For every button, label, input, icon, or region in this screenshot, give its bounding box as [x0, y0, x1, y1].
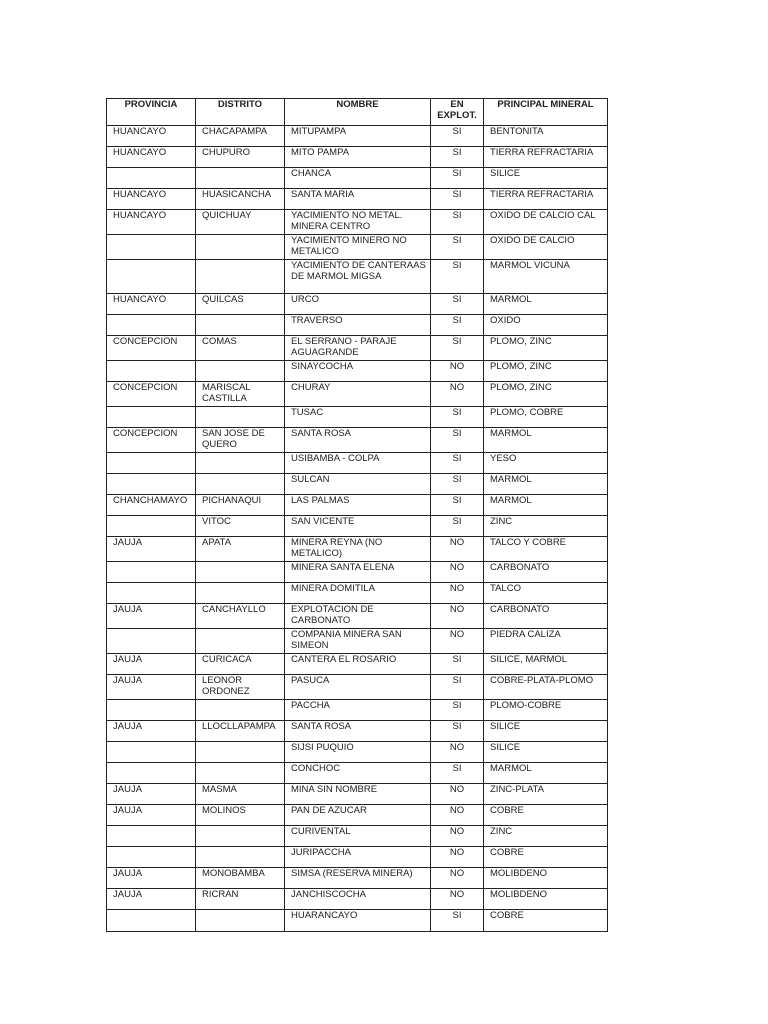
header-principal-mineral: PRINCIPAL MINERAL: [484, 99, 608, 126]
cell-principal-mineral: PLOMO, ZINC: [484, 361, 608, 382]
cell-distrito: [196, 260, 285, 294]
cell-provincia: HUANCAYO: [107, 126, 196, 147]
cell-principal-mineral: COBRE: [484, 805, 608, 826]
cell-nombre: JANCHISCOCHA: [285, 889, 431, 910]
cell-principal-mineral: OXIDO DE CALCIO: [484, 235, 608, 260]
cell-en-explot: SI: [431, 147, 484, 168]
cell-en-explot: SI: [431, 235, 484, 260]
cell-distrito: [196, 235, 285, 260]
cell-distrito: VITOC: [196, 516, 285, 537]
cell-distrito: [196, 826, 285, 847]
cell-provincia: [107, 407, 196, 428]
cell-principal-mineral: SILICE, MARMOL: [484, 654, 608, 675]
table-row: [107, 629, 608, 654]
cell-distrito: PICHANAQUI: [196, 495, 285, 516]
cell-provincia: [107, 826, 196, 847]
cell-distrito: APATA: [196, 537, 285, 562]
cell-principal-mineral: MOLIBDENO: [484, 889, 608, 910]
cell-en-explot: SI: [431, 654, 484, 675]
cell-nombre: MINERA SANTA ELENA: [285, 562, 431, 583]
cell-principal-mineral: TIERRA REFRACTARIA: [484, 147, 608, 168]
cell-principal-mineral: TIERRA REFRACTARIA: [484, 189, 608, 210]
cell-en-explot: SI: [431, 210, 484, 235]
cell-en-explot: SI: [431, 453, 484, 474]
cell-principal-mineral: TALCO Y COBRE: [484, 537, 608, 562]
cell-distrito: LEONOR ORDONEZ: [196, 675, 285, 700]
cell-en-explot: SI: [431, 516, 484, 537]
cell-principal-mineral: SILICE: [484, 168, 608, 189]
cell-provincia: JAUJA: [107, 868, 196, 889]
cell-provincia: HUANCAYO: [107, 147, 196, 168]
cell-provincia: JAUJA: [107, 675, 196, 700]
cell-principal-mineral: PLOMO, COBRE: [484, 407, 608, 428]
cell-distrito: CANCHAYLLO: [196, 604, 285, 629]
cell-principal-mineral: SILICE: [484, 721, 608, 742]
table-row: [107, 189, 608, 210]
table-row: [107, 675, 608, 700]
table-row: [107, 147, 608, 168]
cell-provincia: JAUJA: [107, 889, 196, 910]
cell-principal-mineral: OXIDO DE CALCIO CAL: [484, 210, 608, 235]
cell-distrito: MOLINOS: [196, 805, 285, 826]
cell-nombre: TRAVERSO: [285, 315, 431, 336]
cell-nombre: CHURAY: [285, 382, 431, 407]
cell-provincia: [107, 168, 196, 189]
table-row: [107, 210, 608, 235]
cell-en-explot: NO: [431, 742, 484, 763]
cell-provincia: [107, 361, 196, 382]
table-row: [107, 604, 608, 629]
table-row: [107, 260, 608, 294]
cell-en-explot: NO: [431, 847, 484, 868]
table-row: [107, 235, 608, 260]
cell-nombre: CONCHOC: [285, 763, 431, 784]
cell-distrito: [196, 763, 285, 784]
cell-provincia: CONCEPCION: [107, 382, 196, 407]
cell-principal-mineral: MARMOL: [484, 763, 608, 784]
cell-distrito: CHACAPAMPA: [196, 126, 285, 147]
cell-principal-mineral: SILICE: [484, 742, 608, 763]
cell-principal-mineral: MOLIBDENO: [484, 868, 608, 889]
cell-nombre: YACIMIENTO NO METAL. MINERA CENTRO: [285, 210, 431, 235]
cell-en-explot: NO: [431, 889, 484, 910]
cell-en-explot: SI: [431, 336, 484, 361]
cell-distrito: MARISCAL CASTILLA: [196, 382, 285, 407]
table-row: [107, 583, 608, 604]
cell-nombre: URCO: [285, 294, 431, 315]
cell-nombre: EXPLOTACION DE CARBONATO: [285, 604, 431, 629]
table-row: [107, 763, 608, 784]
cell-principal-mineral: MARMOL: [484, 294, 608, 315]
cell-distrito: [196, 583, 285, 604]
cell-provincia: [107, 847, 196, 868]
table-body: [107, 126, 608, 932]
cell-provincia: [107, 910, 196, 932]
cell-provincia: HUANCAYO: [107, 189, 196, 210]
table-row: [107, 168, 608, 189]
table-row: [107, 315, 608, 336]
cell-nombre: MITUPAMPA: [285, 126, 431, 147]
cell-distrito: [196, 361, 285, 382]
cell-en-explot: NO: [431, 604, 484, 629]
table-row: [107, 847, 608, 868]
cell-nombre: SIMSA (RESERVA MINERA): [285, 868, 431, 889]
table-row: [107, 407, 608, 428]
cell-principal-mineral: PLOMO, ZINC: [484, 336, 608, 361]
cell-distrito: [196, 700, 285, 721]
cell-distrito: QUILCAS: [196, 294, 285, 315]
cell-provincia: JAUJA: [107, 721, 196, 742]
cell-provincia: CHANCHAMAYO: [107, 495, 196, 516]
cell-en-explot: SI: [431, 126, 484, 147]
cell-distrito: [196, 847, 285, 868]
cell-principal-mineral: PIEDRA CALIZA: [484, 629, 608, 654]
table-row: [107, 805, 608, 826]
cell-nombre: MINA SIN NOMBRE: [285, 784, 431, 805]
cell-principal-mineral: CARBONATO: [484, 562, 608, 583]
cell-provincia: [107, 700, 196, 721]
cell-en-explot: NO: [431, 826, 484, 847]
cell-nombre: MINERA DOMITILA: [285, 583, 431, 604]
cell-provincia: [107, 742, 196, 763]
cell-en-explot: SI: [431, 260, 484, 294]
cell-provincia: CONCEPCION: [107, 428, 196, 453]
cell-nombre: EL SERRANO - PARAJE AGUAGRANDE: [285, 336, 431, 361]
cell-distrito: HUASICANCHA: [196, 189, 285, 210]
cell-principal-mineral: YESO: [484, 453, 608, 474]
cell-nombre: COMPANIA MINERA SAN SIMEON: [285, 629, 431, 654]
cell-distrito: [196, 629, 285, 654]
cell-en-explot: NO: [431, 537, 484, 562]
cell-provincia: [107, 629, 196, 654]
cell-distrito: QUICHUAY: [196, 210, 285, 235]
cell-provincia: JAUJA: [107, 784, 196, 805]
cell-distrito: CHUPURO: [196, 147, 285, 168]
cell-nombre: SANTA MARIA: [285, 189, 431, 210]
cell-en-explot: NO: [431, 805, 484, 826]
cell-en-explot: SI: [431, 168, 484, 189]
cell-distrito: [196, 910, 285, 932]
cell-provincia: JAUJA: [107, 537, 196, 562]
cell-nombre: PACCHA: [285, 700, 431, 721]
cell-distrito: MONOBAMBA: [196, 868, 285, 889]
cell-nombre: SANTA ROSA: [285, 428, 431, 453]
cell-principal-mineral: BENTONITA: [484, 126, 608, 147]
table-row: [107, 742, 608, 763]
cell-principal-mineral: MARMOL VICUNA: [484, 260, 608, 294]
cell-en-explot: SI: [431, 910, 484, 932]
cell-provincia: HUANCAYO: [107, 294, 196, 315]
cell-en-explot: SI: [431, 495, 484, 516]
cell-en-explot: SI: [431, 428, 484, 453]
cell-en-explot: NO: [431, 583, 484, 604]
cell-nombre: CHANCA: [285, 168, 431, 189]
cell-en-explot: SI: [431, 763, 484, 784]
cell-en-explot: NO: [431, 868, 484, 889]
cell-en-explot: NO: [431, 562, 484, 583]
cell-provincia: [107, 583, 196, 604]
table-row: [107, 537, 608, 562]
cell-en-explot: NO: [431, 784, 484, 805]
cell-nombre: CANTERA EL ROSARIO: [285, 654, 431, 675]
cell-nombre: SULCAN: [285, 474, 431, 495]
cell-principal-mineral: ZINC-PLATA: [484, 784, 608, 805]
cell-distrito: [196, 315, 285, 336]
cell-nombre: SAN VICENTE: [285, 516, 431, 537]
table-row: [107, 868, 608, 889]
cell-provincia: [107, 235, 196, 260]
header-nombre: NOMBRE: [285, 99, 431, 126]
cell-nombre: USIBAMBA - COLPA: [285, 453, 431, 474]
cell-principal-mineral: MARMOL: [484, 495, 608, 516]
cell-nombre: YACIMIENTO MINERO NO METALICO: [285, 235, 431, 260]
cell-provincia: JAUJA: [107, 654, 196, 675]
header-provincia: PROVINCIA: [107, 99, 196, 126]
cell-provincia: CONCEPCION: [107, 336, 196, 361]
cell-nombre: SINAYCOCHA: [285, 361, 431, 382]
table-row: [107, 382, 608, 407]
cell-en-explot: SI: [431, 189, 484, 210]
table-row: [107, 516, 608, 537]
cell-nombre: CURIVENTAL: [285, 826, 431, 847]
cell-principal-mineral: CARBONATO: [484, 604, 608, 629]
cell-provincia: [107, 562, 196, 583]
cell-provincia: [107, 453, 196, 474]
cell-provincia: [107, 474, 196, 495]
cell-distrito: [196, 168, 285, 189]
cell-nombre: PAN DE AZUCAR: [285, 805, 431, 826]
cell-en-explot: SI: [431, 675, 484, 700]
cell-provincia: JAUJA: [107, 805, 196, 826]
table-row: [107, 361, 608, 382]
cell-nombre: SIJSI PUQUIO: [285, 742, 431, 763]
cell-distrito: LLOCLLAPAMPA: [196, 721, 285, 742]
cell-distrito: [196, 742, 285, 763]
cell-distrito: [196, 453, 285, 474]
cell-distrito: [196, 562, 285, 583]
cell-distrito: [196, 407, 285, 428]
table-row: [107, 826, 608, 847]
cell-nombre: JURIPACCHA: [285, 847, 431, 868]
table-row: [107, 784, 608, 805]
cell-principal-mineral: COBRE-PLATA-PLOMO: [484, 675, 608, 700]
table-row: [107, 474, 608, 495]
cell-distrito: MASMA: [196, 784, 285, 805]
cell-provincia: JAUJA: [107, 604, 196, 629]
cell-provincia: [107, 516, 196, 537]
table-row: [107, 721, 608, 742]
header-distrito: DISTRITO: [196, 99, 285, 126]
cell-nombre: YACIMIENTO DE CANTERAAS DE MARMOL MIGSA: [285, 260, 431, 294]
cell-principal-mineral: TALCO: [484, 583, 608, 604]
table-row: [107, 562, 608, 583]
cell-en-explot: SI: [431, 407, 484, 428]
table-row: [107, 889, 608, 910]
cell-provincia: [107, 260, 196, 294]
table-row: [107, 495, 608, 516]
minerals-table: [106, 98, 608, 932]
cell-en-explot: NO: [431, 382, 484, 407]
table-row: [107, 654, 608, 675]
table-row: [107, 336, 608, 361]
cell-nombre: MITO PAMPA: [285, 147, 431, 168]
table-row: [107, 700, 608, 721]
cell-principal-mineral: COBRE: [484, 847, 608, 868]
cell-principal-mineral: PLOMO, ZINC: [484, 382, 608, 407]
cell-principal-mineral: PLOMO-COBRE: [484, 700, 608, 721]
cell-en-explot: SI: [431, 315, 484, 336]
cell-principal-mineral: ZINC: [484, 516, 608, 537]
cell-distrito: RICRAN: [196, 889, 285, 910]
cell-nombre: SANTA ROSA: [285, 721, 431, 742]
cell-distrito: SAN JOSE DE QUERO: [196, 428, 285, 453]
table-row: [107, 126, 608, 147]
cell-en-explot: SI: [431, 721, 484, 742]
header-en-explot: EN EXPLOT.: [431, 99, 484, 126]
cell-distrito: [196, 474, 285, 495]
cell-principal-mineral: MARMOL: [484, 428, 608, 453]
cell-provincia: [107, 763, 196, 784]
table-header-row: [107, 99, 608, 126]
cell-distrito: COMAS: [196, 336, 285, 361]
cell-en-explot: SI: [431, 294, 484, 315]
cell-provincia: HUANCAYO: [107, 210, 196, 235]
cell-nombre: HUARANCAYO: [285, 910, 431, 932]
cell-principal-mineral: OXIDO: [484, 315, 608, 336]
cell-nombre: TUSAC: [285, 407, 431, 428]
cell-principal-mineral: MARMOL: [484, 474, 608, 495]
cell-en-explot: NO: [431, 361, 484, 382]
table-row: [107, 453, 608, 474]
table-row: [107, 294, 608, 315]
cell-nombre: LAS PALMAS: [285, 495, 431, 516]
table-row: [107, 428, 608, 453]
cell-provincia: [107, 315, 196, 336]
cell-principal-mineral: ZINC: [484, 826, 608, 847]
cell-en-explot: NO: [431, 629, 484, 654]
cell-en-explot: SI: [431, 700, 484, 721]
cell-nombre: MINERA REYNA (NO METALICO): [285, 537, 431, 562]
table-row: [107, 910, 608, 932]
cell-distrito: CURICACA: [196, 654, 285, 675]
cell-en-explot: SI: [431, 474, 484, 495]
cell-nombre: PASUCA: [285, 675, 431, 700]
cell-principal-mineral: COBRE: [484, 910, 608, 932]
